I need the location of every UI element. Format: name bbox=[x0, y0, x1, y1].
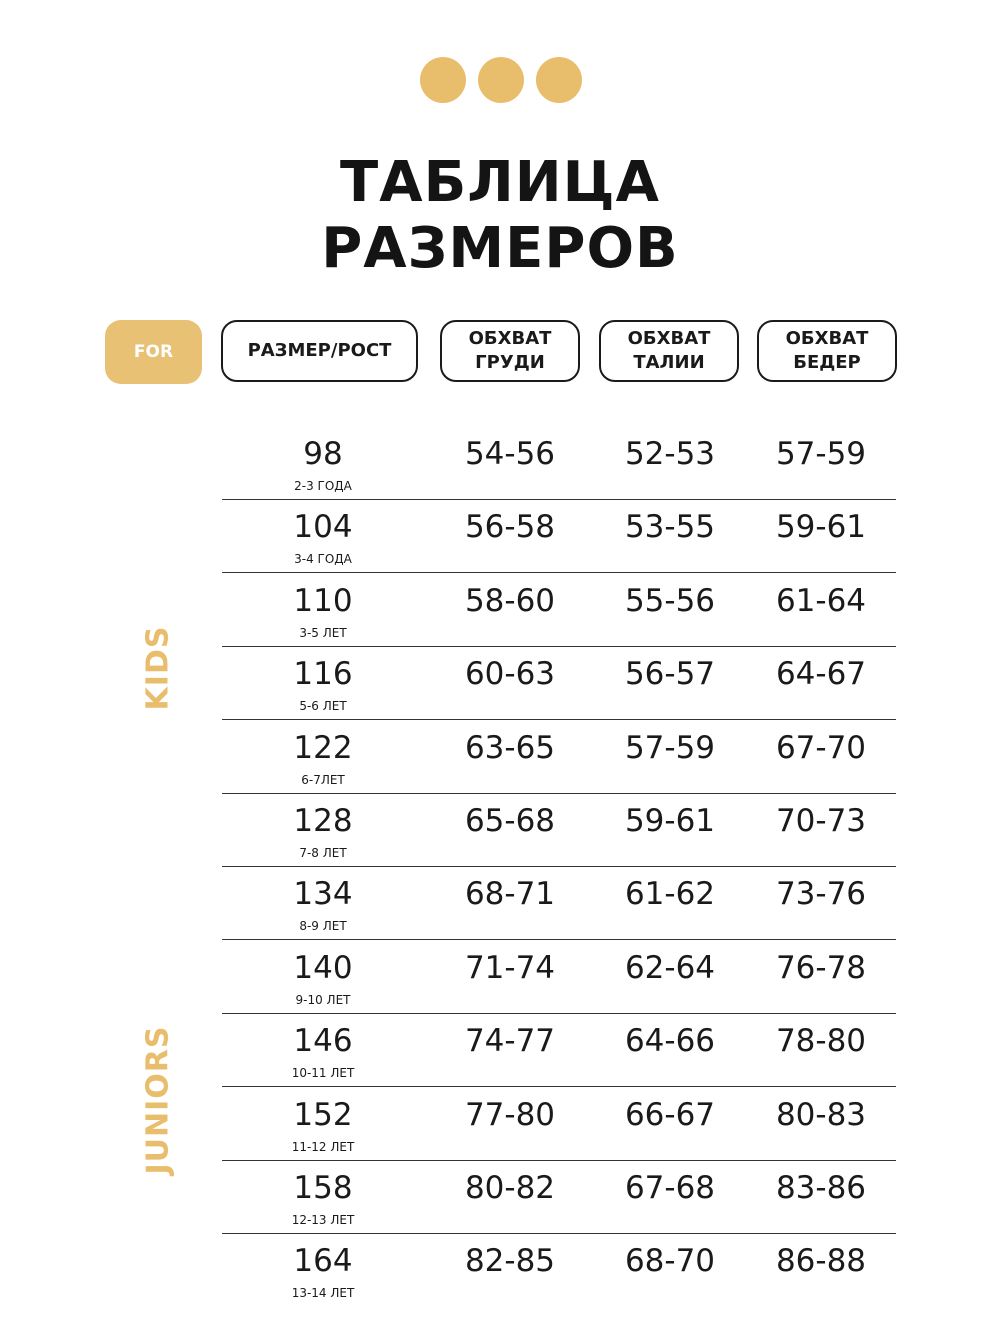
title-line-1: ТАБЛИЦА bbox=[340, 150, 660, 215]
size-cell: 140 bbox=[293, 949, 353, 986]
waist-cell: 55-56 bbox=[624, 582, 716, 619]
size-cell: 134 bbox=[293, 876, 353, 913]
hips-cell: 59-61 bbox=[775, 509, 867, 546]
table-row bbox=[222, 426, 896, 500]
chest-cell: 58-60 bbox=[464, 582, 556, 619]
age-cell: 9-10 ЛЕТ bbox=[295, 992, 351, 1007]
waist-cell: 62-64 bbox=[624, 949, 716, 986]
for-label: FOR bbox=[133, 342, 174, 362]
chest-cell: 63-65 bbox=[464, 729, 556, 766]
chest-cell: 65-68 bbox=[464, 803, 556, 839]
hips-cell: 70-73 bbox=[775, 803, 867, 839]
header-waist-line-2: ТАЛИИ bbox=[633, 352, 705, 373]
age-cell: 6-7ЛЕТ bbox=[301, 772, 345, 787]
header-hips-line-2: БЕДЕР bbox=[793, 352, 861, 373]
dot bbox=[478, 57, 524, 103]
hips-cell: 73-76 bbox=[775, 876, 867, 913]
hips-cell: 64-67 bbox=[775, 656, 867, 693]
chest-cell: 77-80 bbox=[464, 1096, 556, 1133]
size-cell: 110 bbox=[293, 582, 353, 619]
hips-cell: 67-70 bbox=[775, 729, 867, 766]
page-title bbox=[0, 150, 1000, 282]
table-row bbox=[222, 1160, 896, 1234]
decorative-dots bbox=[420, 57, 582, 103]
header-chest-line-2: ГРУДИ bbox=[475, 352, 545, 373]
size-cell: 158 bbox=[293, 1170, 353, 1206]
table-row bbox=[222, 1013, 896, 1087]
hips-cell: 86-88 bbox=[775, 1243, 867, 1280]
chest-cell: 82-85 bbox=[464, 1243, 556, 1280]
waist-cell: 61-62 bbox=[624, 876, 716, 913]
age-cell: 5-6 ЛЕТ bbox=[299, 699, 347, 714]
for-badge bbox=[105, 320, 202, 384]
chest-cell: 74-77 bbox=[464, 1023, 556, 1060]
age-cell: 2-3 ГОДА bbox=[294, 479, 352, 493]
size-cell: 128 bbox=[293, 803, 353, 839]
header-size-label: РАЗМЕР/РОСТ bbox=[247, 340, 392, 361]
age-cell: 8-9 ЛЕТ bbox=[299, 919, 347, 934]
age-cell: 10-11 ЛЕТ bbox=[291, 1066, 355, 1081]
waist-cell: 59-61 bbox=[624, 803, 716, 839]
waist-cell: 66-67 bbox=[624, 1096, 716, 1133]
table-row bbox=[222, 499, 896, 573]
table-row bbox=[222, 720, 896, 794]
chest-cell: 68-71 bbox=[464, 876, 556, 913]
size-cell: 164 bbox=[293, 1243, 353, 1280]
waist-cell: 52-53 bbox=[624, 436, 716, 472]
age-cell: 7-8 ЛЕТ bbox=[299, 846, 347, 860]
table-row bbox=[222, 573, 896, 647]
header-hips-line-1: ОБХВАТ bbox=[785, 328, 869, 349]
group-label-kids: KIDS bbox=[140, 625, 176, 711]
age-cell: 3-5 ЛЕТ bbox=[299, 625, 347, 640]
chest-cell: 56-58 bbox=[464, 509, 556, 546]
chest-cell: 80-82 bbox=[464, 1170, 556, 1206]
hips-cell: 83-86 bbox=[775, 1170, 867, 1206]
age-cell: 11-12 ЛЕТ bbox=[291, 1139, 355, 1154]
hips-cell: 78-80 bbox=[775, 1023, 867, 1060]
waist-cell: 64-66 bbox=[624, 1023, 716, 1060]
chest-cell: 60-63 bbox=[464, 656, 556, 693]
size-cell: 98 bbox=[303, 436, 343, 472]
group-label-juniors: JUNIORS bbox=[140, 1025, 176, 1175]
header-chest bbox=[440, 320, 580, 382]
age-cell: 3-4 ГОДА bbox=[294, 552, 352, 567]
header-chest-line-1: ОБХВАТ bbox=[468, 328, 552, 349]
chest-cell: 54-56 bbox=[464, 436, 556, 472]
chest-cell: 71-74 bbox=[464, 949, 556, 986]
hips-cell: 57-59 bbox=[775, 436, 867, 472]
waist-cell: 53-55 bbox=[624, 509, 716, 546]
waist-cell: 67-68 bbox=[624, 1170, 716, 1206]
header-size bbox=[221, 320, 418, 382]
title-line-2: РАЗМЕРОВ bbox=[321, 216, 679, 281]
dot bbox=[420, 57, 466, 103]
size-cell: 104 bbox=[293, 509, 353, 546]
dot bbox=[536, 57, 582, 103]
size-cell: 146 bbox=[293, 1023, 353, 1060]
header-waist bbox=[599, 320, 739, 382]
waist-cell: 68-70 bbox=[624, 1243, 716, 1280]
hips-cell: 61-64 bbox=[775, 582, 867, 619]
table-row bbox=[222, 940, 896, 1014]
waist-cell: 57-59 bbox=[624, 729, 716, 766]
header-waist-line-1: ОБХВАТ bbox=[627, 328, 711, 349]
hips-cell: 76-78 bbox=[775, 949, 867, 986]
age-cell: 13-14 ЛЕТ bbox=[291, 1286, 355, 1301]
hips-cell: 80-83 bbox=[775, 1096, 867, 1133]
table-row bbox=[222, 1087, 896, 1161]
table-row bbox=[222, 793, 896, 867]
age-cell: 12-13 ЛЕТ bbox=[291, 1213, 355, 1227]
size-cell: 122 bbox=[293, 729, 353, 766]
table-row bbox=[222, 646, 896, 720]
size-cell: 152 bbox=[293, 1096, 353, 1133]
size-cell: 116 bbox=[293, 656, 353, 693]
header-hips bbox=[757, 320, 897, 382]
waist-cell: 56-57 bbox=[624, 656, 716, 693]
table-row bbox=[222, 1233, 896, 1306]
table-row bbox=[222, 866, 896, 940]
